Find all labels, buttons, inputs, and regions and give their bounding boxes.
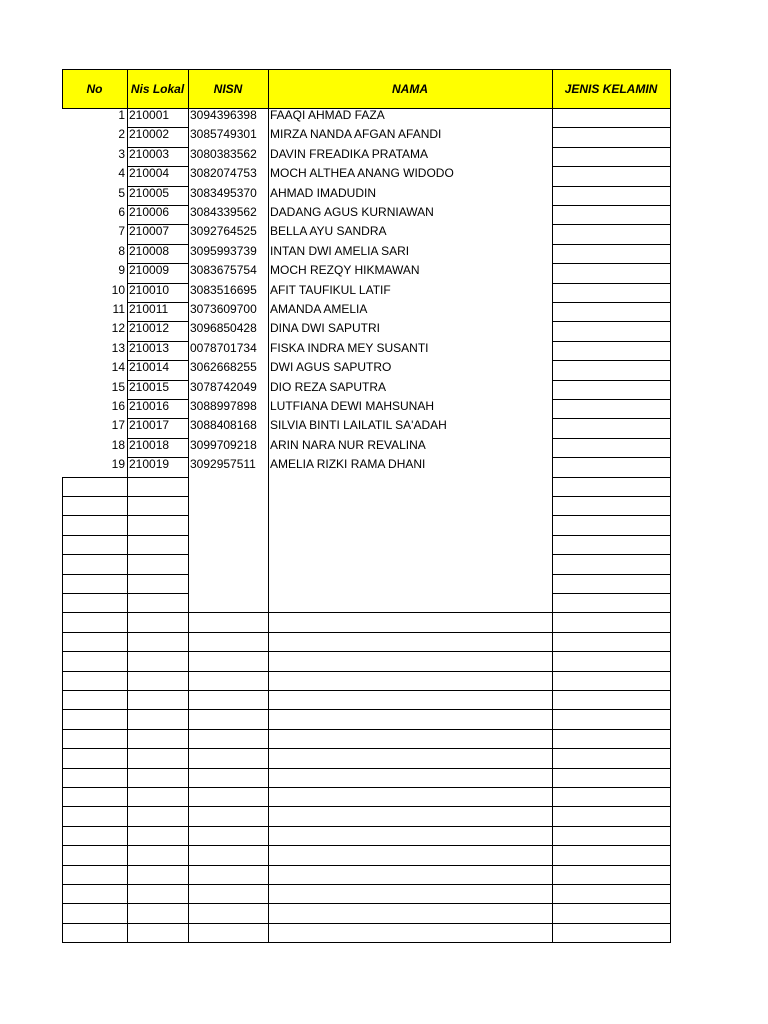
cell-nama: ARIN NARA NUR REVALINA bbox=[270, 437, 426, 452]
grid-line bbox=[62, 748, 671, 749]
grid-line bbox=[62, 768, 671, 769]
cell-nis-lokal: 210002 bbox=[129, 127, 170, 142]
cell-nisn: 0078701734 bbox=[190, 340, 257, 355]
grid-line bbox=[62, 884, 671, 885]
grid-line bbox=[552, 399, 671, 400]
grid-line bbox=[552, 244, 671, 245]
cell-no: 19 bbox=[111, 457, 125, 472]
cell-nis-lokal: 210015 bbox=[129, 379, 170, 394]
cell-no: 5 bbox=[118, 185, 125, 200]
grid-line bbox=[62, 729, 671, 730]
cell-nama: LUTFIANA DEWI MAHSUNAH bbox=[270, 399, 435, 413]
header-nisn: NISN bbox=[213, 81, 243, 96]
grid-line bbox=[552, 321, 671, 322]
cell-nama: FAAQI AHMAD FAZA bbox=[270, 108, 385, 122]
cell-nama: AHMAD IMADUDIN bbox=[270, 185, 377, 200]
cell-nis-lokal: 210014 bbox=[129, 360, 170, 375]
cell-nama: SILVIA BINTI LAILATIL SA'ADAH bbox=[270, 418, 447, 433]
grid-line bbox=[62, 69, 671, 70]
grid-line bbox=[62, 845, 671, 846]
cell-nis-lokal: 210007 bbox=[129, 224, 170, 239]
cell-no: 13 bbox=[111, 340, 125, 355]
cell-nis-lokal: 210009 bbox=[129, 263, 170, 278]
cell-nama: DIO REZA SAPUTRA bbox=[270, 379, 387, 394]
cell-nama: MOCH REZQY HIKMAWAN bbox=[270, 263, 420, 278]
grid-line bbox=[552, 477, 671, 478]
grid-line bbox=[62, 554, 188, 555]
cell-nisn: 3083495370 bbox=[190, 185, 257, 200]
cell-nis-lokal: 210003 bbox=[129, 146, 170, 161]
cell-nis-lokal: 210019 bbox=[129, 457, 170, 472]
cell-nama: AMELIA RIZKI RAMA DHANI bbox=[270, 457, 426, 472]
cell-nis-lokal: 210008 bbox=[129, 243, 170, 258]
grid-line bbox=[62, 535, 188, 536]
grid-line bbox=[62, 923, 671, 924]
cell-nisn: 3083516695 bbox=[190, 282, 257, 297]
cell-nisn: 3092764525 bbox=[190, 224, 257, 239]
cell-nisn: 3078742049 bbox=[190, 379, 257, 394]
grid-line bbox=[62, 612, 671, 613]
cell-nisn: 3088408168 bbox=[190, 418, 257, 433]
grid-line bbox=[552, 554, 671, 555]
grid-line bbox=[62, 477, 188, 478]
grid-line bbox=[268, 69, 269, 108]
grid-line bbox=[552, 593, 671, 594]
cell-nisn: 3085749301 bbox=[190, 127, 257, 142]
cell-nisn: 3062668255 bbox=[190, 360, 257, 375]
grid-line bbox=[62, 787, 671, 788]
grid-line bbox=[188, 69, 189, 108]
grid-line bbox=[62, 903, 671, 904]
grid-line bbox=[62, 709, 671, 710]
cell-nisn: 3096850428 bbox=[190, 321, 257, 336]
grid-line bbox=[552, 147, 671, 148]
cell-nisn: 3095993739 bbox=[190, 243, 257, 258]
cell-nisn: 3088997898 bbox=[190, 399, 257, 413]
cell-no: 7 bbox=[118, 224, 125, 239]
grid-line bbox=[268, 108, 269, 942]
grid-line bbox=[127, 69, 128, 108]
cell-nama: AFIT TAUFIKUL LATIF bbox=[270, 282, 391, 297]
grid-line bbox=[670, 69, 671, 108]
cell-nis-lokal: 210012 bbox=[129, 321, 170, 336]
cell-nisn: 3099709218 bbox=[190, 437, 257, 452]
grid-line bbox=[552, 438, 671, 439]
cell-no: 16 bbox=[111, 399, 125, 413]
grid-line bbox=[552, 341, 671, 342]
grid-line bbox=[62, 690, 671, 691]
cell-no: 6 bbox=[118, 205, 125, 219]
cell-no: 2 bbox=[118, 127, 125, 142]
header-no: No bbox=[86, 81, 103, 96]
grid-line bbox=[552, 380, 671, 381]
cell-nama: FISKA INDRA MEY SUSANTI bbox=[270, 340, 429, 355]
grid-line bbox=[62, 632, 671, 633]
grid-line bbox=[552, 457, 671, 458]
grid-line bbox=[552, 205, 671, 206]
grid-line bbox=[552, 535, 671, 536]
cell-no: 9 bbox=[118, 263, 125, 278]
grid-line bbox=[552, 302, 671, 303]
grid-line bbox=[552, 360, 671, 361]
cell-no: 14 bbox=[111, 360, 125, 375]
cell-no: 10 bbox=[111, 282, 125, 297]
cell-nis-lokal: 210018 bbox=[129, 437, 170, 452]
cell-nis-lokal: 210001 bbox=[129, 108, 170, 122]
cell-nis-lokal: 210017 bbox=[129, 418, 170, 433]
cell-no: 12 bbox=[111, 321, 125, 336]
cell-nama: MOCH ALTHEA ANANG WIDODO bbox=[270, 166, 454, 181]
header-jenis-kelamin: JENIS KELAMIN bbox=[564, 81, 658, 96]
cell-nisn: 3083675754 bbox=[190, 263, 257, 278]
grid-line bbox=[62, 865, 671, 866]
grid-line bbox=[552, 418, 671, 419]
cell-nama: DINA DWI SAPUTRI bbox=[270, 321, 381, 336]
cell-no: 15 bbox=[111, 379, 125, 394]
grid-line bbox=[552, 283, 671, 284]
grid-line bbox=[62, 806, 671, 807]
cell-no: 17 bbox=[111, 418, 125, 433]
cell-nis-lokal: 210004 bbox=[129, 166, 170, 181]
grid-line bbox=[127, 108, 128, 942]
cell-nama: DWI AGUS SAPUTRO bbox=[270, 360, 392, 375]
grid-line bbox=[188, 108, 189, 942]
cell-no: 18 bbox=[111, 437, 125, 452]
cell-nisn: 3073609700 bbox=[190, 302, 257, 316]
header-nis-lokal: Nis Lokal bbox=[130, 81, 185, 96]
grid-line bbox=[62, 496, 188, 497]
cell-nis-lokal: 210016 bbox=[129, 399, 170, 413]
header-nama: NAMA bbox=[392, 81, 428, 96]
cell-no: 1 bbox=[118, 108, 125, 122]
cell-no: 11 bbox=[112, 302, 125, 316]
cell-nis-lokal: 210013 bbox=[129, 340, 170, 355]
cell-nisn: 3094396398 bbox=[190, 108, 257, 122]
grid-line bbox=[552, 127, 671, 128]
grid-line bbox=[552, 166, 671, 167]
grid-line bbox=[62, 942, 671, 943]
grid-line bbox=[552, 186, 671, 187]
cell-nama: INTAN DWI AMELIA SARI bbox=[270, 243, 410, 258]
cell-no: 8 bbox=[118, 243, 125, 258]
grid-line bbox=[62, 826, 671, 827]
grid-line bbox=[552, 496, 671, 497]
grid-line bbox=[552, 515, 671, 516]
grid-line bbox=[552, 263, 671, 264]
cell-nama: AMANDA AMELIA bbox=[270, 302, 368, 316]
grid-line bbox=[62, 671, 671, 672]
cell-nis-lokal: 210006 bbox=[129, 205, 170, 219]
cell-nisn: 3082074753 bbox=[190, 166, 257, 181]
grid-line bbox=[62, 593, 188, 594]
cell-no: 4 bbox=[118, 166, 125, 181]
grid-line bbox=[62, 515, 188, 516]
grid-line bbox=[62, 651, 671, 652]
cell-nis-lokal: 210011 bbox=[129, 302, 169, 316]
cell-nama: DADANG AGUS KURNIAWAN bbox=[270, 205, 434, 219]
grid-line bbox=[552, 69, 553, 108]
grid-line bbox=[552, 108, 553, 942]
cell-no: 3 bbox=[118, 146, 125, 161]
grid-line bbox=[670, 108, 671, 942]
cell-nisn: 3092957511 bbox=[190, 457, 256, 472]
cell-nama: BELLA AYU SANDRA bbox=[270, 224, 387, 239]
grid-line bbox=[62, 574, 188, 575]
grid-line bbox=[62, 69, 63, 108]
cell-nama: DAVIN FREADIKA PRATAMA bbox=[270, 146, 429, 161]
cell-nisn: 3080383562 bbox=[190, 146, 257, 161]
cell-nis-lokal: 210010 bbox=[129, 282, 170, 297]
cell-nisn: 3084339562 bbox=[190, 205, 257, 219]
cell-nama: MIRZA NANDA AFGAN AFANDI bbox=[270, 127, 442, 142]
grid-line bbox=[552, 224, 671, 225]
grid-line bbox=[552, 574, 671, 575]
cell-nis-lokal: 210005 bbox=[129, 185, 170, 200]
